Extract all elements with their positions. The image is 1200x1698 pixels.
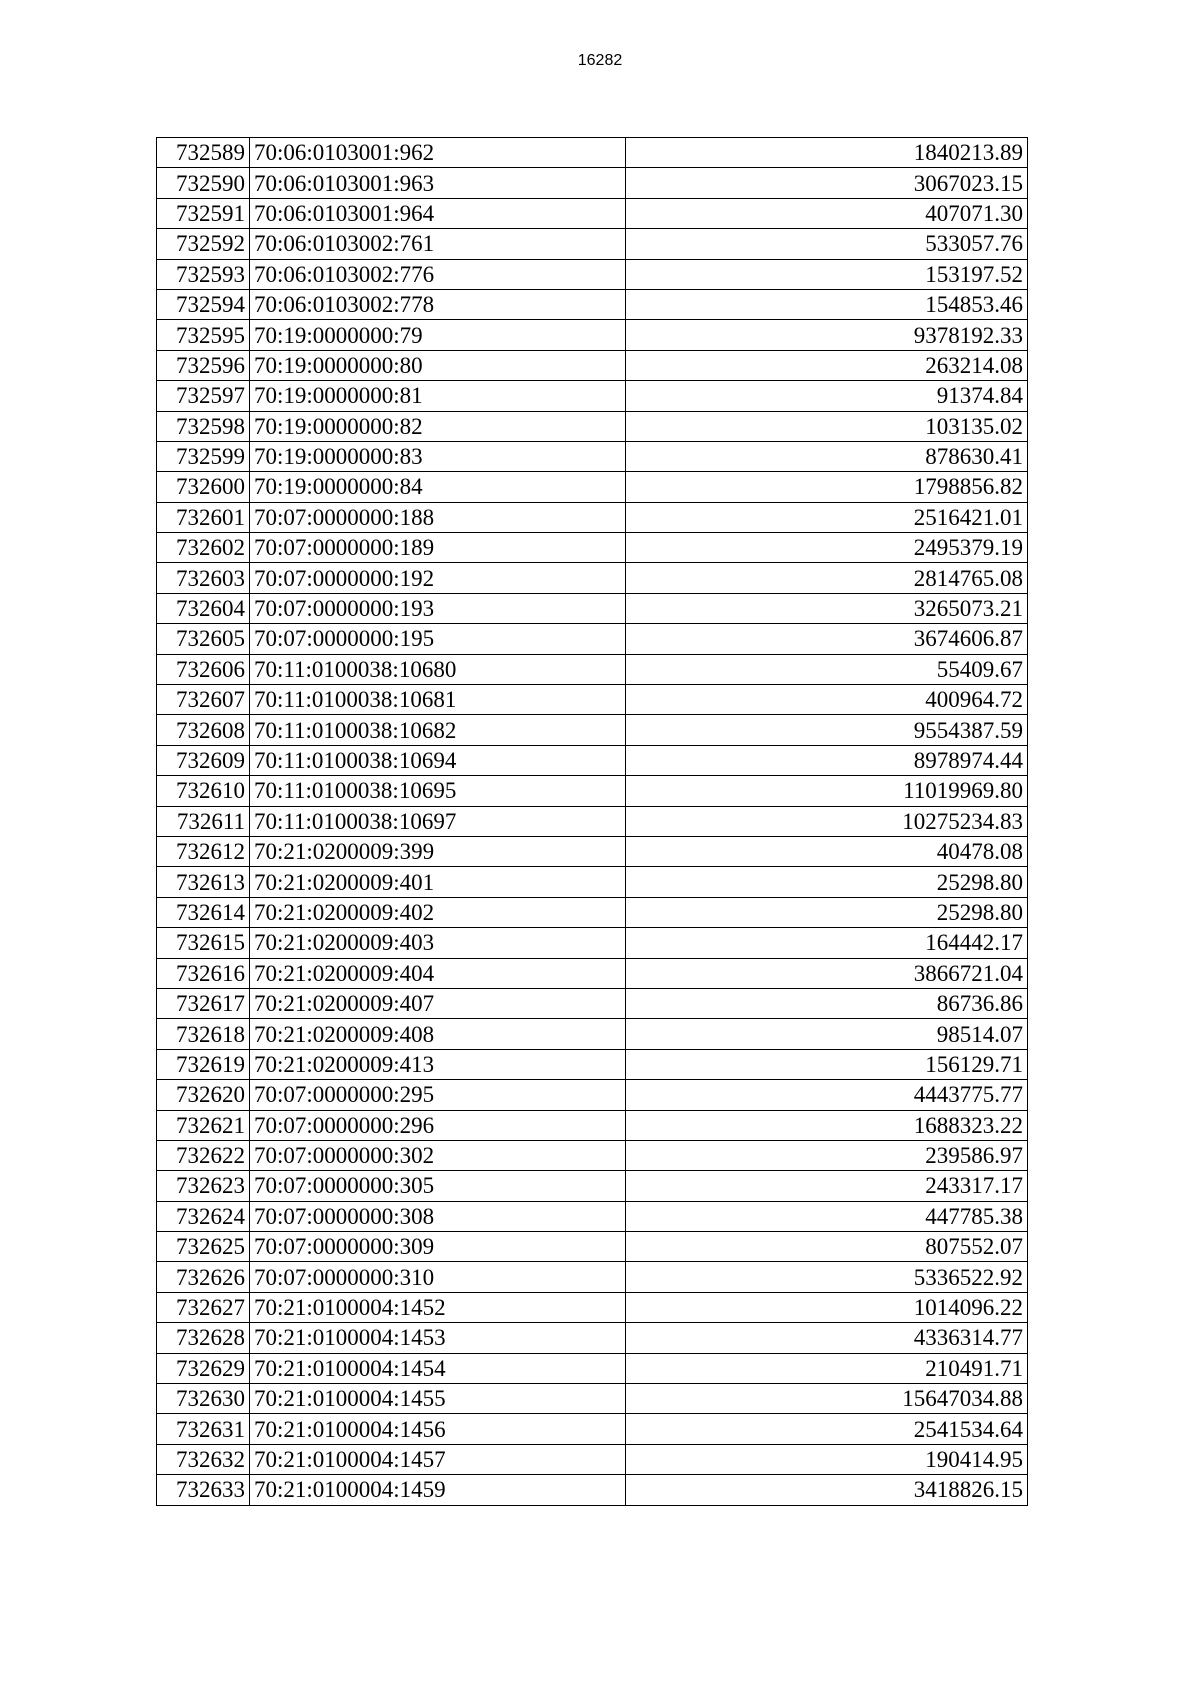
row-number-cell: 732628 xyxy=(157,1323,250,1353)
table-row xyxy=(157,563,1028,593)
row-number-cell: 732599 xyxy=(157,441,250,471)
cadastral-value-cell: 447785.38 xyxy=(626,1201,1028,1231)
row-number-cell: 732605 xyxy=(157,624,250,654)
table-row xyxy=(157,198,1028,228)
cadastral-number-cell: 70:19:0000000:80 xyxy=(250,350,626,380)
table-row xyxy=(157,654,1028,684)
row-number-cell: 732609 xyxy=(157,745,250,775)
row-number-cell: 732608 xyxy=(157,715,250,745)
cadastral-number-cell: 70:07:0000000:309 xyxy=(250,1232,626,1262)
cadastral-value-cell: 11019969.80 xyxy=(626,776,1028,806)
cadastral-number-cell: 70:21:0200009:402 xyxy=(250,897,626,927)
cadastral-number-cell: 70:21:0200009:413 xyxy=(250,1049,626,1079)
cadastral-value-cell: 40478.08 xyxy=(626,836,1028,866)
row-number-cell: 732598 xyxy=(157,411,250,441)
table-row xyxy=(157,928,1028,958)
cadastral-value-cell: 1840213.89 xyxy=(626,138,1028,168)
cadastral-number-cell: 70:11:0100038:10697 xyxy=(250,806,626,836)
cadastral-value-cell: 15647034.88 xyxy=(626,1384,1028,1414)
cadastral-number-cell: 70:21:0100004:1452 xyxy=(250,1292,626,1322)
cadastral-value-cell: 5336522.92 xyxy=(626,1262,1028,1292)
cadastral-value-cell: 154853.46 xyxy=(626,289,1028,319)
cadastral-value-cell: 9378192.33 xyxy=(626,320,1028,350)
table-row xyxy=(157,1080,1028,1110)
cadastral-number-cell: 70:19:0000000:81 xyxy=(250,381,626,411)
cadastral-value-cell: 878630.41 xyxy=(626,441,1028,471)
cadastral-number-cell: 70:19:0000000:79 xyxy=(250,320,626,350)
cadastral-value-cell: 3265073.21 xyxy=(626,593,1028,623)
cadastral-value-cell: 4443775.77 xyxy=(626,1080,1028,1110)
cadastral-value-cell: 4336314.77 xyxy=(626,1323,1028,1353)
table-row xyxy=(157,593,1028,623)
row-number-cell: 732594 xyxy=(157,289,250,319)
row-number-cell: 732621 xyxy=(157,1110,250,1140)
cadastral-number-cell: 70:07:0000000:308 xyxy=(250,1201,626,1231)
cadastral-value-cell: 1688323.22 xyxy=(626,1110,1028,1140)
table-row xyxy=(157,1232,1028,1262)
table-row xyxy=(157,1292,1028,1322)
cadastral-number-cell: 70:07:0000000:192 xyxy=(250,563,626,593)
cadastral-number-cell: 70:11:0100038:10682 xyxy=(250,715,626,745)
cadastral-number-cell: 70:21:0100004:1453 xyxy=(250,1323,626,1353)
cadastral-number-cell: 70:07:0000000:296 xyxy=(250,1110,626,1140)
table-row xyxy=(157,1323,1028,1353)
cadastral-value-cell: 3674606.87 xyxy=(626,624,1028,654)
row-number-cell: 732613 xyxy=(157,867,250,897)
cadastral-value-cell: 807552.07 xyxy=(626,1232,1028,1262)
cadastral-value-cell: 55409.67 xyxy=(626,654,1028,684)
cadastral-number-cell: 70:07:0000000:295 xyxy=(250,1080,626,1110)
row-number-cell: 732593 xyxy=(157,259,250,289)
cadastral-value-cell: 25298.80 xyxy=(626,897,1028,927)
row-number-cell: 732612 xyxy=(157,836,250,866)
row-number-cell: 732602 xyxy=(157,533,250,563)
cadastral-number-cell: 70:19:0000000:83 xyxy=(250,441,626,471)
table-row xyxy=(157,1049,1028,1079)
row-number-cell: 732619 xyxy=(157,1049,250,1079)
table-row xyxy=(157,1444,1028,1474)
page-number: 16282 xyxy=(577,52,623,69)
row-number-cell: 732620 xyxy=(157,1080,250,1110)
row-number-cell: 732632 xyxy=(157,1444,250,1474)
cadastral-value-cell: 98514.07 xyxy=(626,1019,1028,1049)
table-row xyxy=(157,381,1028,411)
table-row xyxy=(157,745,1028,775)
cadastral-value-cell: 533057.76 xyxy=(626,229,1028,259)
cadastral-value-cell: 91374.84 xyxy=(626,381,1028,411)
cadastral-number-cell: 70:19:0000000:84 xyxy=(250,472,626,502)
table-row xyxy=(157,897,1028,927)
row-number-cell: 732590 xyxy=(157,168,250,198)
table-row xyxy=(157,1384,1028,1414)
row-number-cell: 732610 xyxy=(157,776,250,806)
cadastral-value-cell: 243317.17 xyxy=(626,1171,1028,1201)
row-number-cell: 732631 xyxy=(157,1414,250,1444)
table-row xyxy=(157,958,1028,988)
row-number-cell: 732615 xyxy=(157,928,250,958)
row-number-cell: 732589 xyxy=(157,138,250,168)
table-row xyxy=(157,472,1028,502)
cadastral-number-cell: 70:06:0103001:964 xyxy=(250,198,626,228)
row-number-cell: 732616 xyxy=(157,958,250,988)
cadastral-value-cell: 400964.72 xyxy=(626,685,1028,715)
table-row xyxy=(157,350,1028,380)
table-row xyxy=(157,289,1028,319)
cadastral-value-cell: 3866721.04 xyxy=(626,958,1028,988)
cadastral-number-cell: 70:21:0100004:1455 xyxy=(250,1384,626,1414)
row-number-cell: 732625 xyxy=(157,1232,250,1262)
row-number-cell: 732600 xyxy=(157,472,250,502)
cadastral-number-cell: 70:11:0100038:10681 xyxy=(250,685,626,715)
cadastral-value-cell: 2516421.01 xyxy=(626,502,1028,532)
row-number-cell: 732617 xyxy=(157,988,250,1018)
cadastral-value-cell: 9554387.59 xyxy=(626,715,1028,745)
table-row xyxy=(157,229,1028,259)
cadastral-value-cell: 153197.52 xyxy=(626,259,1028,289)
cadastral-value-cell: 156129.71 xyxy=(626,1049,1028,1079)
table-row xyxy=(157,836,1028,866)
table-row xyxy=(157,624,1028,654)
cadastral-value-cell: 10275234.83 xyxy=(626,806,1028,836)
cadastral-value-cell: 103135.02 xyxy=(626,411,1028,441)
row-number-cell: 732607 xyxy=(157,685,250,715)
cadastral-number-cell: 70:21:0200009:404 xyxy=(250,958,626,988)
row-number-cell: 732630 xyxy=(157,1384,250,1414)
row-number-cell: 732592 xyxy=(157,229,250,259)
table-row xyxy=(157,138,1028,168)
row-number-cell: 732601 xyxy=(157,502,250,532)
cadastral-number-cell: 70:07:0000000:310 xyxy=(250,1262,626,1292)
cadastral-number-cell: 70:07:0000000:189 xyxy=(250,533,626,563)
row-number-cell: 732614 xyxy=(157,897,250,927)
cadastral-value-cell: 263214.08 xyxy=(626,350,1028,380)
cadastral-value-table xyxy=(156,137,1028,1506)
cadastral-number-cell: 70:06:0103002:761 xyxy=(250,229,626,259)
cadastral-number-cell: 70:07:0000000:193 xyxy=(250,593,626,623)
table-row xyxy=(157,776,1028,806)
row-number-cell: 732618 xyxy=(157,1019,250,1049)
table-row xyxy=(157,1262,1028,1292)
cadastral-number-cell: 70:21:0200009:407 xyxy=(250,988,626,1018)
row-number-cell: 732606 xyxy=(157,654,250,684)
cadastral-value-cell: 210491.71 xyxy=(626,1353,1028,1383)
cadastral-value-cell: 8978974.44 xyxy=(626,745,1028,775)
cadastral-value-cell: 1014096.22 xyxy=(626,1292,1028,1322)
table-row xyxy=(157,411,1028,441)
table-row xyxy=(157,715,1028,745)
table-row xyxy=(157,1140,1028,1170)
cadastral-number-cell: 70:21:0100004:1457 xyxy=(250,1444,626,1474)
cadastral-number-cell: 70:11:0100038:10680 xyxy=(250,654,626,684)
table-row xyxy=(157,806,1028,836)
cadastral-number-cell: 70:11:0100038:10694 xyxy=(250,745,626,775)
row-number-cell: 732597 xyxy=(157,381,250,411)
row-number-cell: 732604 xyxy=(157,593,250,623)
table-row xyxy=(157,502,1028,532)
table-row xyxy=(157,988,1028,1018)
cadastral-value-cell: 1798856.82 xyxy=(626,472,1028,502)
cadastral-number-cell: 70:07:0000000:188 xyxy=(250,502,626,532)
table-body xyxy=(157,138,1028,1506)
cadastral-value-cell: 3067023.15 xyxy=(626,168,1028,198)
row-number-cell: 732633 xyxy=(157,1475,250,1505)
row-number-cell: 732591 xyxy=(157,198,250,228)
table-row xyxy=(157,533,1028,563)
cadastral-number-cell: 70:06:0103001:963 xyxy=(250,168,626,198)
table-row xyxy=(157,168,1028,198)
cadastral-value-cell: 25298.80 xyxy=(626,867,1028,897)
table-row xyxy=(157,320,1028,350)
cadastral-number-cell: 70:21:0100004:1459 xyxy=(250,1475,626,1505)
table-row xyxy=(157,1110,1028,1140)
cadastral-value-cell: 2495379.19 xyxy=(626,533,1028,563)
row-number-cell: 732627 xyxy=(157,1292,250,1322)
cadastral-number-cell: 70:21:0200009:401 xyxy=(250,867,626,897)
cadastral-value-cell: 3418826.15 xyxy=(626,1475,1028,1505)
table-row xyxy=(157,685,1028,715)
cadastral-number-cell: 70:21:0200009:399 xyxy=(250,836,626,866)
cadastral-value-cell: 2541534.64 xyxy=(626,1414,1028,1444)
cadastral-number-cell: 70:21:0200009:403 xyxy=(250,928,626,958)
cadastral-value-cell: 164442.17 xyxy=(626,928,1028,958)
cadastral-value-cell: 86736.86 xyxy=(626,988,1028,1018)
row-number-cell: 732595 xyxy=(157,320,250,350)
table-row xyxy=(157,1414,1028,1444)
cadastral-number-cell: 70:07:0000000:195 xyxy=(250,624,626,654)
table-row xyxy=(157,441,1028,471)
cadastral-value-cell: 407071.30 xyxy=(626,198,1028,228)
table-row xyxy=(157,1171,1028,1201)
row-number-cell: 732603 xyxy=(157,563,250,593)
row-number-cell: 732596 xyxy=(157,350,250,380)
cadastral-number-cell: 70:11:0100038:10695 xyxy=(250,776,626,806)
cadastral-value-cell: 239586.97 xyxy=(626,1140,1028,1170)
table-row xyxy=(157,1201,1028,1231)
row-number-cell: 732626 xyxy=(157,1262,250,1292)
cadastral-value-cell: 2814765.08 xyxy=(626,563,1028,593)
table-row xyxy=(157,867,1028,897)
row-number-cell: 732611 xyxy=(157,806,250,836)
row-number-cell: 732623 xyxy=(157,1171,250,1201)
cadastral-value-cell: 190414.95 xyxy=(626,1444,1028,1474)
cadastral-number-cell: 70:07:0000000:302 xyxy=(250,1140,626,1170)
cadastral-number-cell: 70:07:0000000:305 xyxy=(250,1171,626,1201)
table-row xyxy=(157,1353,1028,1383)
table-row xyxy=(157,1475,1028,1505)
cadastral-number-cell: 70:06:0103002:776 xyxy=(250,259,626,289)
row-number-cell: 732622 xyxy=(157,1140,250,1170)
cadastral-number-cell: 70:06:0103002:778 xyxy=(250,289,626,319)
row-number-cell: 732624 xyxy=(157,1201,250,1231)
table-row xyxy=(157,259,1028,289)
table-row xyxy=(157,1019,1028,1049)
cadastral-number-cell: 70:06:0103001:962 xyxy=(250,138,626,168)
cadastral-number-cell: 70:19:0000000:82 xyxy=(250,411,626,441)
cadastral-number-cell: 70:21:0100004:1456 xyxy=(250,1414,626,1444)
cadastral-number-cell: 70:21:0100004:1454 xyxy=(250,1353,626,1383)
row-number-cell: 732629 xyxy=(157,1353,250,1383)
cadastral-number-cell: 70:21:0200009:408 xyxy=(250,1019,626,1049)
